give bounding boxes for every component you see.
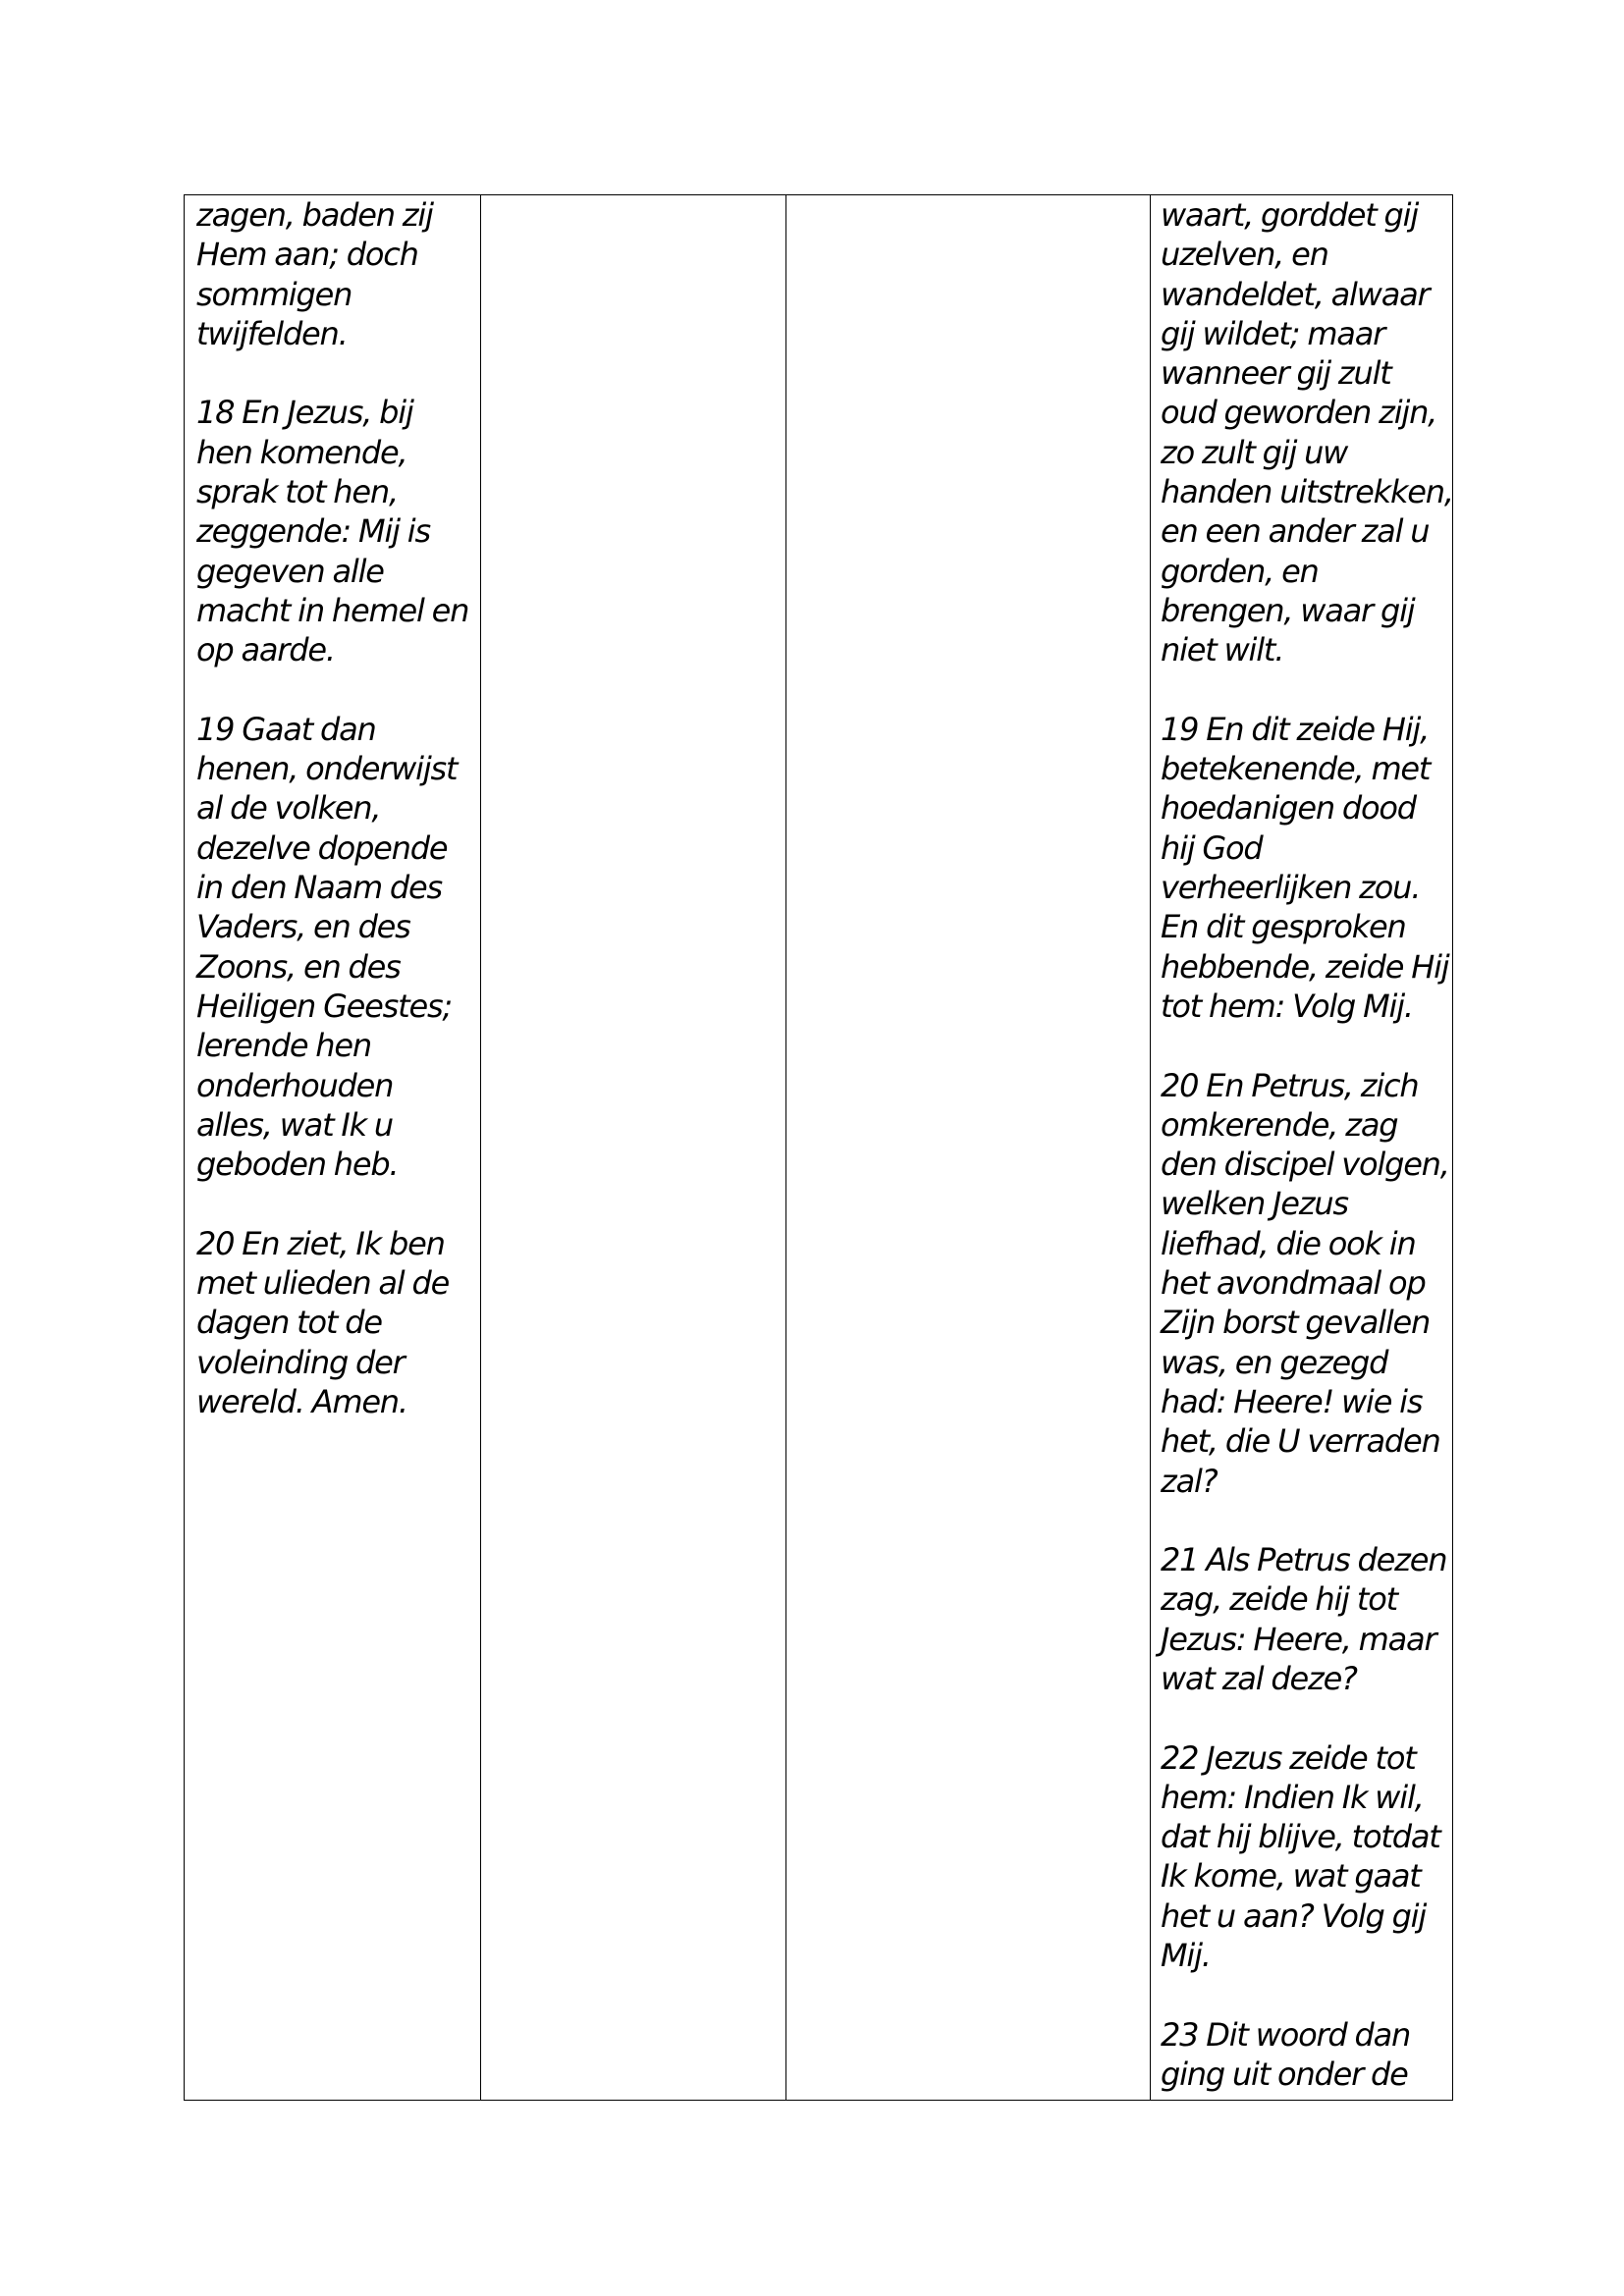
- text-line: omkerende, zag: [1161, 1105, 1398, 1144]
- text-line: dezelve dopende: [196, 828, 448, 867]
- text-line: in den Naam des: [196, 869, 442, 907]
- text-line: gij wildet; maar: [1161, 314, 1385, 352]
- verse-paragraph: [196, 393, 476, 669]
- text-line: was, en gezegd: [1161, 1343, 1388, 1381]
- middle-left-column-cell: [481, 195, 786, 2101]
- text-line: zal?: [1161, 1462, 1218, 1500]
- text-line: uzelven, en: [1161, 236, 1328, 274]
- verse-paragraph: [196, 710, 476, 1185]
- text-line: 18 En Jezus, bij: [196, 394, 413, 432]
- text-line: liefhad, die ook in: [1161, 1224, 1416, 1262]
- verse-paragraph: [1161, 1738, 1450, 1976]
- text-line: henen, onderwijst: [196, 750, 458, 788]
- text-line: brengen, waar gij: [1161, 591, 1415, 629]
- text-line: zo zult gij uw: [1161, 433, 1348, 471]
- text-line: niet wilt.: [1161, 631, 1284, 669]
- text-line: Zoons, en des: [196, 947, 401, 986]
- text-line: alles, wat Ik u: [196, 1105, 394, 1144]
- right-column-text: [1151, 195, 1452, 2094]
- text-line: het, die U verraden: [1161, 1422, 1440, 1461]
- verse-paragraph: [1161, 1066, 1450, 1501]
- text-line: op aarde.: [196, 631, 335, 669]
- text-line: voleinding der: [196, 1343, 405, 1381]
- text-line: sommigen: [196, 275, 352, 313]
- text-line: 20 En Petrus, zich: [1161, 1066, 1419, 1104]
- text-line: wat zal deze?: [1161, 1659, 1357, 1697]
- text-line: zagen, baden zij: [196, 196, 433, 234]
- text-line: dat hij blijve, totdat: [1161, 1818, 1440, 1856]
- text-line: het avondmaal op: [1161, 1264, 1426, 1303]
- text-line: Zijn borst gevallen: [1161, 1304, 1431, 1342]
- text-line: Mij.: [1161, 1937, 1211, 1975]
- text-line: tot hem: Volg Mij.: [1161, 987, 1413, 1025]
- verse-paragraph: [196, 1224, 476, 1421]
- text-line: Vaders, en des: [196, 908, 410, 946]
- text-line: ging uit onder de: [1161, 2055, 1408, 2093]
- text-line: betekenende, met: [1161, 750, 1431, 788]
- text-line: zag, zeide hij tot: [1161, 1580, 1397, 1619]
- verse-paragraph: [1161, 2015, 1450, 2095]
- table-row: [185, 195, 1453, 2101]
- text-line: en een ander zal u: [1161, 512, 1430, 551]
- text-line: Heiligen Geestes;: [196, 987, 453, 1025]
- text-line: onderhouden: [196, 1066, 394, 1104]
- text-line: macht in hemel en: [196, 591, 469, 629]
- text-line: 22 Jezus zeide tot: [1161, 1738, 1416, 1777]
- text-line: hoedanigen dood: [1161, 789, 1416, 828]
- text-line: sprak tot hen,: [196, 473, 398, 511]
- text-line: gorden, en: [1161, 552, 1319, 590]
- text-line: 20 En ziet, Ik ben: [196, 1224, 445, 1262]
- scripture-comparison-table: [184, 194, 1453, 2101]
- verse-paragraph: [196, 195, 476, 353]
- text-line: waart, gorddet gij: [1161, 196, 1419, 234]
- verse-paragraph: [1161, 195, 1453, 670]
- text-line: welken Jezus: [1161, 1185, 1348, 1223]
- text-line: zeggende: Mij is: [196, 512, 430, 551]
- right-column-cell: [1151, 195, 1453, 2101]
- text-line: het u aan? Volg gij: [1161, 1896, 1427, 1935]
- text-line: hij God: [1161, 828, 1263, 867]
- text-line: gegeven alle: [196, 552, 384, 590]
- left-column-cell: [185, 195, 481, 2101]
- text-line: Ik kome, wat gaat: [1161, 1857, 1421, 1896]
- text-line: hebbende, zeide Hij: [1161, 947, 1449, 986]
- text-line: hen komende,: [196, 433, 407, 471]
- text-line: Hem aan; doch: [196, 236, 418, 274]
- text-line: verheerlijken zou.: [1161, 869, 1421, 907]
- text-line: dagen tot de: [196, 1304, 382, 1342]
- text-line: al de volken,: [196, 789, 381, 828]
- text-line: oud geworden zijn,: [1161, 394, 1437, 432]
- text-line: hem: Indien Ik wil,: [1161, 1778, 1424, 1816]
- text-line: wandeldet, alwaar: [1161, 275, 1430, 313]
- verse-paragraph: [1161, 1540, 1450, 1698]
- middle-right-column-cell: [786, 195, 1151, 2101]
- text-line: geboden heb.: [196, 1146, 399, 1184]
- text-line: handen uitstrekken,: [1161, 473, 1453, 511]
- text-line: 19 Gaat dan: [196, 710, 376, 748]
- text-line: twijfelden.: [196, 314, 348, 352]
- text-line: Jezus: Heere, maar: [1161, 1620, 1436, 1658]
- text-line: 19 En dit zeide Hij,: [1161, 710, 1430, 748]
- text-line: En dit gesproken: [1161, 908, 1406, 946]
- text-line: 21 Als Petrus dezen: [1161, 1541, 1447, 1579]
- verse-paragraph: [1161, 710, 1450, 1026]
- left-column-text: [185, 195, 480, 1421]
- text-line: wanneer gij zult: [1161, 354, 1391, 393]
- text-line: den discipel volgen,: [1161, 1146, 1449, 1184]
- text-line: lerende hen: [196, 1027, 371, 1065]
- text-line: wereld. Amen.: [196, 1382, 407, 1420]
- text-line: met ulieden al de: [196, 1264, 450, 1303]
- text-line: had: Heere! wie is: [1161, 1382, 1423, 1420]
- text-line: 23 Dit woord dan: [1161, 2015, 1411, 2054]
